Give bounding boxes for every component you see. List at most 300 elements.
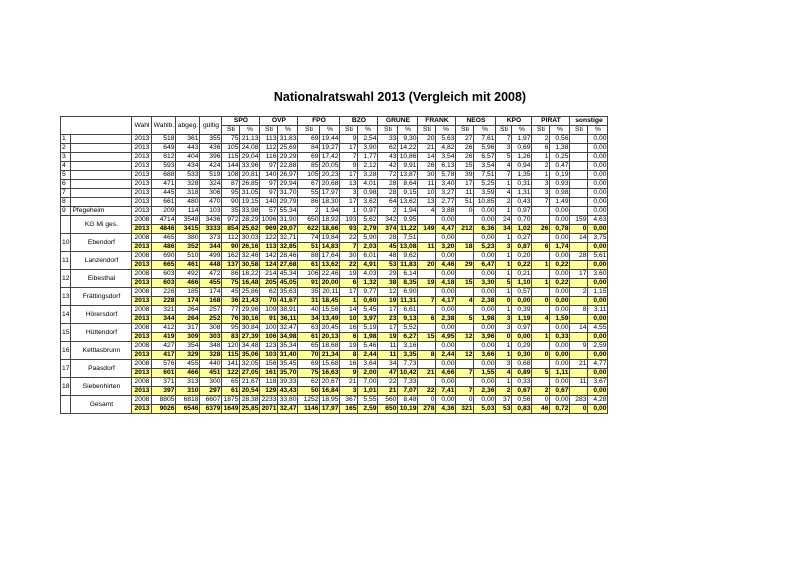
value-cell: 20,00 (321, 279, 339, 286)
value-cell: 3,62 (358, 198, 378, 207)
year-cell: 2013 (132, 261, 152, 270)
value-cell (456, 270, 474, 279)
value-cell: 76 (222, 315, 240, 324)
value-cell: 140 (260, 198, 278, 207)
value-cell: 29,94 (279, 180, 297, 187)
sub-header: % (320, 126, 340, 135)
value-cell: 19 (340, 270, 358, 279)
value-cell: 22 (340, 261, 358, 270)
value-cell: 63 (298, 324, 320, 333)
value-cell: 297 (200, 387, 222, 396)
value-cell: 0,00 (588, 369, 608, 378)
value-cell: 0,67 (550, 387, 570, 396)
value-cell: 0,00 (588, 315, 608, 324)
table-row (61, 144, 608, 153)
value-cell: 404 (176, 153, 200, 162)
value-cell: 20,68 (321, 180, 339, 187)
sub-header: % (278, 126, 298, 135)
sub-header: % (550, 126, 570, 135)
value-cell: 0,69 (512, 144, 532, 153)
value-cell: 39,33 (279, 378, 297, 385)
value-cell (570, 189, 588, 198)
value-cell: 0,00 (588, 153, 608, 162)
value-cell (570, 369, 588, 378)
value-cell: 18,22 (241, 270, 259, 277)
value-cell: 11,22 (398, 225, 418, 234)
value-cell: 3,75 (588, 234, 608, 243)
value-cell: 22 (340, 234, 358, 243)
value-cell: 4,82 (436, 144, 456, 153)
value-cell: 451 (200, 369, 222, 378)
year-cell: 2013 (132, 135, 152, 144)
value-cell: 10,19 (399, 405, 417, 412)
value-cell: 32,71 (279, 234, 297, 241)
value-cell: 88 (298, 252, 320, 261)
value-cell: 309 (176, 333, 200, 342)
table-row (61, 171, 608, 180)
value-cell: 5,90 (358, 234, 378, 243)
value-cell (570, 171, 588, 180)
value-cell: 5 (496, 279, 512, 288)
value-cell: 313 (176, 378, 200, 387)
value-cell (418, 216, 436, 225)
value-cell: 344 (152, 315, 176, 324)
value-cell: 0,00 (588, 144, 608, 153)
value-cell: 5,63 (436, 135, 456, 144)
value-cell: 0,00 (474, 234, 496, 243)
value-cell: 1,31 (512, 189, 532, 198)
value-cell: 0,00 (512, 333, 532, 342)
value-cell: 1,77 (358, 153, 378, 162)
value-cell: 0 (496, 297, 512, 306)
value-cell: 13,49 (321, 315, 339, 322)
value-cell: 2,36 (474, 387, 496, 396)
value-cell (570, 153, 588, 162)
value-cell: 308 (200, 324, 222, 333)
value-cell: 106 (260, 333, 278, 342)
value-cell: 65 (298, 342, 320, 351)
value-cell: 91 (260, 315, 278, 324)
value-cell: 5 (496, 153, 512, 162)
value-cell: 1 (496, 306, 512, 315)
value-cell: 25,69 (279, 144, 297, 151)
table-row-2008 (61, 270, 608, 279)
value-cell: 1,49 (550, 198, 570, 207)
value-cell: 77 (222, 306, 240, 315)
value-cell: 650 (298, 216, 320, 225)
value-cell: 3,11 (588, 306, 608, 315)
value-cell: 4,46 (436, 261, 456, 270)
value-cell: 5,19 (358, 324, 378, 333)
party-header: GRÜNE (378, 117, 418, 126)
value-cell: 1649 (223, 405, 239, 412)
value-cell: 1 (532, 171, 550, 180)
value-cell: 28 (570, 252, 588, 261)
value-cell: 1 (496, 342, 512, 351)
value-cell: 25,86 (241, 288, 259, 295)
value-cell: 115 (222, 351, 240, 360)
value-cell: 470 (200, 198, 222, 207)
value-cell: 0,00 (588, 225, 608, 234)
value-cell: 28,46 (279, 252, 297, 259)
value-cell: 3,54 (436, 153, 456, 162)
value-cell: 61 (298, 333, 320, 342)
value-cell: 87 (222, 180, 240, 189)
year-cell: 2013 (132, 297, 152, 306)
value-cell: 16,63 (321, 369, 339, 376)
value-cell (570, 180, 588, 189)
row-number: 4 (61, 162, 71, 171)
value-cell: 17,97 (321, 405, 339, 412)
value-cell: 34 (496, 225, 512, 234)
value-cell: 0,00 (550, 234, 570, 243)
value-cell: 13,62 (321, 261, 339, 268)
value-cell: 20,67 (321, 378, 339, 385)
value-cell: 4846 (152, 225, 176, 234)
value-cell: 4714 (152, 216, 176, 225)
value-cell: 30,03 (241, 234, 259, 241)
value-cell: 34,48 (241, 342, 259, 349)
value-cell: 3436 (200, 216, 222, 225)
value-cell (418, 306, 436, 315)
header-cell: Wahl (132, 117, 152, 135)
value-cell: 118 (260, 378, 278, 387)
value-cell (532, 207, 550, 216)
value-cell: 29,04 (241, 153, 259, 160)
table-row-2013 (61, 297, 608, 306)
value-cell: 5,61 (588, 252, 608, 261)
value-cell: 3,16 (398, 342, 418, 351)
value-cell: 1,94 (320, 207, 340, 216)
value-cell (532, 324, 550, 333)
value-cell: 86 (298, 198, 320, 207)
value-cell: 9 (570, 342, 588, 351)
value-cell: 31,40 (279, 351, 297, 358)
value-cell: 1 (532, 261, 550, 270)
value-cell (456, 252, 474, 261)
value-cell: 1,15 (588, 288, 608, 297)
year-cell: 2013 (132, 144, 152, 153)
value-cell (570, 351, 588, 360)
value-cell: 4,17 (436, 297, 456, 306)
value-cell: 37 (496, 396, 512, 405)
value-cell: 2071 (261, 405, 277, 412)
row-name: Lanzendorf (71, 252, 132, 270)
value-cell: 26 (456, 144, 474, 153)
value-cell: 0 (570, 405, 588, 414)
value-cell: 1096 (261, 216, 277, 223)
value-cell: 113 (260, 243, 278, 252)
value-cell: 593 (152, 162, 176, 171)
value-cell (418, 378, 436, 387)
value-cell: 35,06 (241, 351, 259, 358)
value-cell: 5,62 (358, 216, 378, 225)
value-cell: 373 (200, 234, 222, 243)
value-cell (570, 333, 588, 342)
value-cell: 3 (496, 324, 512, 333)
year-cell: 2013 (132, 180, 152, 189)
value-cell: 18,92 (321, 216, 339, 223)
row-name: Frättingsdorf (71, 288, 132, 306)
value-cell: 90 (222, 198, 240, 207)
value-cell: 3 (340, 189, 358, 198)
value-cell: 35,70 (279, 369, 297, 376)
value-cell: 120 (222, 342, 240, 351)
value-cell: 11 (570, 378, 588, 387)
value-cell: 0,00 (588, 180, 608, 189)
sub-header: % (436, 126, 456, 135)
value-cell: 55,34 (279, 207, 297, 214)
value-cell: 34 (378, 360, 398, 369)
value-cell: 11 (378, 342, 398, 351)
row-name: Siebenhirten (71, 378, 132, 396)
value-cell: 45,05 (279, 279, 297, 286)
value-cell: 21 (570, 360, 588, 369)
value-cell: 29,07 (279, 225, 297, 232)
value-cell: 434 (176, 162, 200, 171)
value-cell: 5,52 (398, 324, 418, 333)
value-cell: 0,56 (550, 135, 570, 144)
value-cell: 9,30 (398, 135, 418, 144)
value-cell: 21,67 (241, 378, 259, 385)
value-cell: 2,59 (358, 405, 378, 414)
year-cell: 2008 (132, 270, 152, 279)
value-cell: 226 (152, 288, 176, 297)
value-cell: 108 (222, 171, 240, 180)
value-cell: 31,05 (241, 189, 259, 196)
value-cell: 0,00 (474, 342, 496, 351)
table-row-2008 (61, 324, 608, 333)
value-cell: 0,00 (550, 252, 570, 261)
table-row (61, 189, 608, 198)
election-results-table (60, 116, 608, 414)
value-cell: 0,33 (512, 378, 532, 387)
value-cell: 19 (378, 333, 398, 342)
value-cell: 0,00 (474, 216, 496, 225)
value-cell: 303 (200, 333, 222, 342)
value-cell: 28 (378, 189, 398, 198)
value-cell: 9 (340, 369, 358, 378)
value-cell: 17 (340, 144, 358, 153)
header-cell: gültig (200, 117, 222, 135)
value-cell: 11,83 (398, 261, 418, 270)
value-cell: 20,54 (241, 387, 259, 394)
value-cell: 9,95 (398, 216, 418, 225)
value-cell: 19 (418, 279, 436, 288)
value-cell: 3,90 (358, 144, 378, 153)
value-cell (570, 387, 588, 396)
value-cell: 1,74 (550, 243, 570, 252)
value-cell: 1 (496, 378, 512, 387)
value-cell (570, 207, 588, 216)
value-cell: 0 (418, 396, 436, 405)
value-cell: 18,66 (321, 225, 339, 232)
value-cell: 4,47 (436, 225, 456, 234)
value-cell: 17 (340, 171, 358, 180)
value-cell: 26 (532, 225, 550, 234)
value-cell: 0,29 (512, 342, 532, 351)
value-cell: 103 (200, 207, 222, 216)
value-cell: 14 (340, 306, 358, 315)
value-cell: 12 (378, 288, 398, 297)
year-cell: 2008 (132, 288, 152, 297)
value-cell: 3,96 (474, 333, 496, 342)
value-cell: 91 (298, 279, 320, 288)
value-cell: 0,00 (588, 243, 608, 252)
value-cell: 0,33 (550, 333, 570, 342)
value-cell: 2,77 (436, 198, 456, 207)
year-cell: 2013 (132, 387, 152, 396)
value-cell: 1,94 (398, 207, 418, 216)
value-cell: 465 (152, 234, 176, 243)
table-row-2008 (61, 252, 608, 261)
value-cell: 25,62 (241, 225, 259, 232)
value-cell: 69 (298, 153, 320, 162)
value-cell: 17,42 (321, 153, 339, 160)
value-cell: 461 (176, 261, 200, 270)
value-cell: 20,81 (241, 171, 259, 178)
value-cell: 105 (298, 171, 320, 180)
value-cell: 0,00 (550, 342, 570, 351)
value-cell: 43,43 (279, 387, 297, 394)
value-cell: 0 (532, 351, 550, 360)
value-cell: 4,95 (436, 333, 456, 342)
value-cell (456, 360, 474, 369)
value-cell: 6,90 (398, 288, 418, 297)
value-cell: 30 (418, 171, 436, 180)
value-cell: 1,26 (512, 153, 532, 162)
value-cell: 3 (532, 189, 550, 198)
year-cell: 2013 (132, 369, 152, 378)
value-cell: 6 (532, 243, 550, 252)
table-row-2008 (61, 306, 608, 315)
value-cell: 1 (496, 252, 512, 261)
value-cell: 7 (456, 369, 474, 378)
value-cell: 0 (532, 297, 550, 306)
value-cell: 0,00 (588, 171, 608, 180)
value-cell: 2,38 (436, 315, 456, 324)
value-cell: 14,22 (399, 144, 417, 151)
value-cell (532, 234, 550, 243)
value-cell: 486 (152, 243, 176, 252)
value-cell: 6,36 (474, 225, 496, 234)
value-cell: 0,00 (474, 288, 496, 297)
value-cell: 13,87 (399, 171, 417, 178)
value-cell: 0,00 (436, 270, 456, 279)
value-cell: 95 (222, 324, 240, 333)
value-cell: 3 (496, 315, 512, 324)
value-cell: 0,00 (436, 324, 456, 333)
value-cell: 7 (418, 297, 436, 306)
value-cell: 45,34 (279, 270, 297, 277)
value-cell: 6 (532, 144, 550, 153)
value-cell: 84 (298, 144, 320, 153)
value-cell: 0,00 (588, 198, 608, 207)
value-cell: 0,00 (474, 207, 496, 216)
value-cell: 2 (496, 198, 512, 207)
value-cell: 7,51 (398, 234, 418, 243)
table-row-2013 (61, 333, 608, 342)
value-cell: 3,66 (474, 351, 496, 360)
value-cell: 7,73 (398, 360, 418, 369)
value-cell: 2,44 (358, 351, 378, 360)
value-cell: 27 (456, 135, 474, 144)
value-cell: 122 (260, 234, 278, 243)
value-cell: 0,00 (436, 396, 456, 405)
value-cell: 112 (222, 234, 240, 243)
value-cell: 33,80 (279, 396, 297, 403)
value-cell (570, 315, 588, 324)
sub-header: Sti (222, 126, 240, 135)
year-cell: 2008 (132, 360, 152, 369)
value-cell: 28 (378, 180, 398, 189)
value-cell: 0,00 (550, 396, 570, 405)
value-cell: 26,16 (241, 243, 259, 250)
value-cell: 0,98 (358, 189, 378, 198)
value-cell: 0,00 (550, 270, 570, 279)
value-cell: 15,68 (321, 360, 339, 367)
value-cell: 31,90 (279, 216, 297, 223)
value-cell: 0,00 (588, 387, 608, 396)
value-cell: 17 (570, 270, 588, 279)
table-row (61, 162, 608, 171)
value-cell: 45 (378, 243, 398, 252)
value-cell: 1,01 (358, 387, 378, 396)
row-number: 5 (61, 171, 71, 180)
value-cell: 0,00 (474, 324, 496, 333)
value-cell: 159 (570, 216, 588, 225)
value-cell: 649 (152, 144, 176, 153)
value-cell: 16,84 (321, 387, 339, 394)
row-name (71, 180, 132, 189)
value-cell: 0,21 (512, 270, 532, 279)
value-cell: 90 (222, 243, 240, 252)
value-cell: 7,33 (398, 378, 418, 387)
year-cell: 2008 (132, 378, 152, 387)
value-cell: 499 (200, 252, 222, 261)
value-cell: 57 (260, 207, 278, 216)
value-cell: 1 (496, 180, 512, 189)
value-cell: 0,00 (588, 351, 608, 360)
value-cell: 21 (418, 144, 436, 153)
value-cell: 47 (378, 369, 398, 378)
value-cell: 20 (418, 261, 436, 270)
value-cell (418, 288, 436, 297)
year-cell: 2008 (132, 306, 152, 315)
value-cell: 7 (340, 243, 358, 252)
value-cell: 3,67 (588, 378, 608, 387)
value-cell: 5,45 (358, 306, 378, 315)
row-number: 11 (61, 252, 71, 270)
value-cell: 27,39 (241, 333, 259, 340)
value-cell: 3,59 (474, 189, 496, 198)
value-cell: 2 (532, 162, 550, 171)
value-cell: 0 (570, 225, 588, 234)
value-cell: 0,97 (512, 324, 532, 333)
value-cell: 33,96 (241, 162, 259, 169)
value-cell: 28,29 (241, 216, 259, 223)
value-cell: 4 (496, 369, 512, 378)
value-cell: 165 (340, 405, 358, 414)
value-cell: 36,11 (278, 315, 298, 324)
value-cell: 21,13 (241, 135, 259, 142)
value-cell: 0,00 (474, 270, 496, 279)
value-cell: 6379 (200, 405, 222, 414)
value-cell: 466 (176, 369, 200, 378)
value-cell: 419 (152, 333, 176, 342)
value-cell: 518 (152, 135, 176, 144)
row-number: 2 (61, 144, 71, 153)
